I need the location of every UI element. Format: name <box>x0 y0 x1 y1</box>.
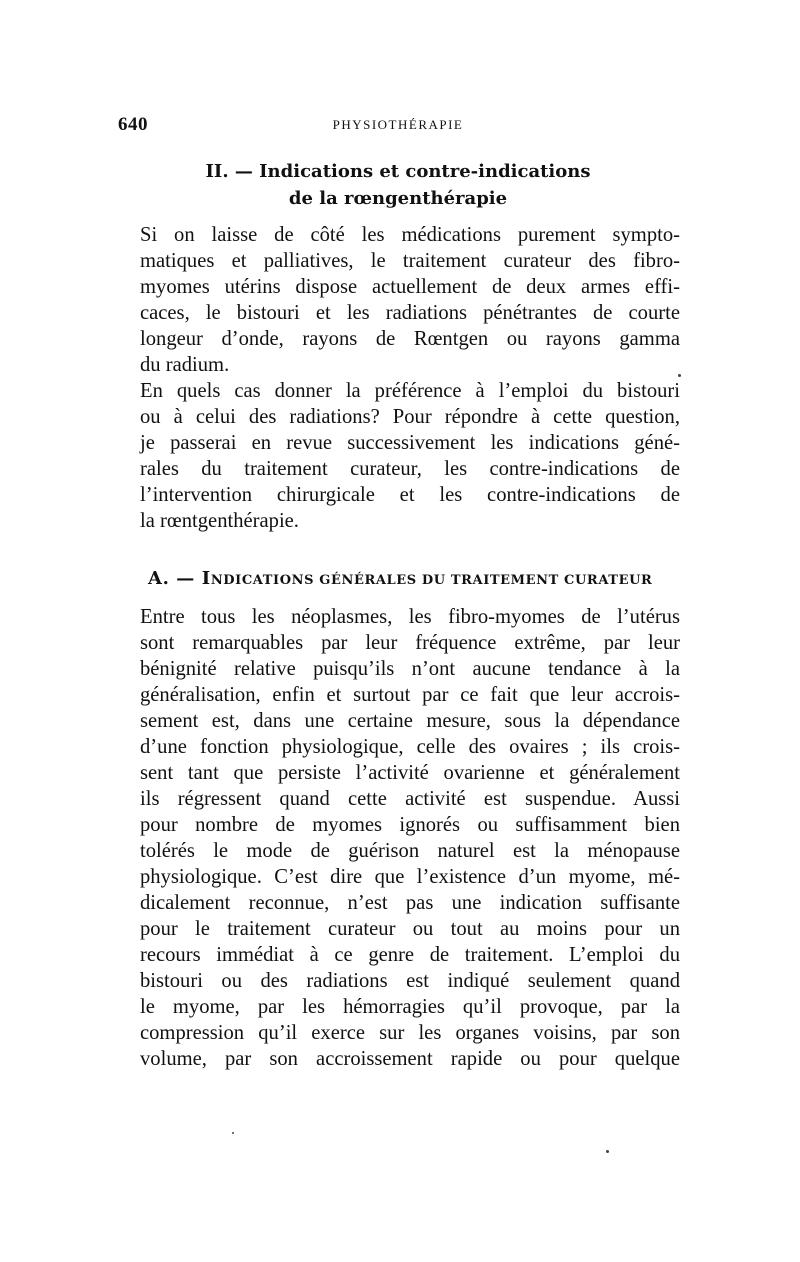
text-line: sont remarquables par leur fréquence extrême, par leur <box>140 632 680 654</box>
text-line: En quels cas donner la préférence à l’emploi du bistouri <box>140 380 680 402</box>
print-speck <box>678 374 681 377</box>
text-line: recours immédiat à ce genre de traitement. L’emploi du <box>140 944 680 966</box>
paragraph-2 <box>140 378 680 534</box>
text-line: sent tant que persiste l’activité ovarienne et généralement <box>140 762 680 784</box>
text-line: longeur d’onde, rayons de Rœntgen ou rayons gamma <box>140 328 680 350</box>
text-line: l’intervention chirurgicale et les contre-indications de <box>140 484 680 506</box>
section-heading <box>118 158 678 212</box>
text-line: caces, le bistouri et les radiations pénétrantes de courte <box>140 302 680 324</box>
text-line: Si on laisse de côté les médications purement sympto- <box>140 224 680 246</box>
subsection-heading <box>148 568 678 589</box>
text-line: bistouri ou des radiations est indiqué seulement quand <box>140 970 680 992</box>
running-title: PHYSIOTHÉRAPIE <box>332 117 464 132</box>
paragraph-1 <box>140 222 680 378</box>
print-speck <box>232 1132 234 1134</box>
text-line: la rœntgenthérapie. <box>140 510 299 532</box>
section-heading-line-2: de la rœngenthérapie <box>288 188 508 209</box>
text-line: bénignité relative puisqu’ils n’ont aucune tendance à la <box>140 658 680 680</box>
text-line: pour le traitement curateur ou tout au moins pour un <box>140 918 680 940</box>
section-heading-line-1: II. — Indications et contre-indications <box>205 161 591 182</box>
text-line: rales du traitement curateur, les contre-indications de <box>140 458 680 480</box>
text-line: tolérés le mode de guérison naturel est la ménopause <box>140 840 680 862</box>
text-line: pour nombre de myomes ignorés ou suffisamment bien <box>140 814 680 836</box>
subsection-letter: A. <box>148 568 170 589</box>
text-line: je passerai en revue successivement les indications géné- <box>140 432 680 454</box>
text-line: sement est, dans une certaine mesure, sous la dépendance <box>140 710 680 732</box>
print-speck <box>606 1150 609 1153</box>
subsection-initial: I <box>201 568 211 589</box>
subsection-dash: — <box>169 568 202 589</box>
text-line: physiologique. C’est dire que l’existence d’un myome, mé- <box>140 866 680 888</box>
text-line: le myome, par les hémorragies qu’il provoque, par la <box>140 996 680 1018</box>
text-line: matiques et palliatives, le traitement curateur des fibro- <box>140 250 680 272</box>
text-line: dicalement reconnue, n’est pas une indication suffisante <box>140 892 680 914</box>
text-line: Entre tous les néoplasmes, les fibro-myomes de l’utérus <box>140 606 680 628</box>
text-line: ils régressent quand cette activité est suspendue. Aussi <box>140 788 680 810</box>
text-line: ou à celui des radiations? Pour répondre à cette question, <box>140 406 680 428</box>
text-line: du radium. <box>140 354 230 376</box>
text-line: d’une fonction physiologique, celle des ovaires ; ils crois- <box>140 736 680 758</box>
text-line: compression qu’il exerce sur les organes voisins, par son <box>140 1022 680 1044</box>
subsection-title: NDICATIONS GÉNÉRALES DU TRAITEMENT CURATEUR <box>210 573 653 588</box>
text-line: volume, par son accroissement rapide ou pour quelque <box>140 1048 680 1070</box>
text-line: généralisation, enfin et surtout par ce fait que leur accrois- <box>140 684 680 706</box>
running-head <box>118 114 678 136</box>
paragraph-3 <box>140 604 680 1072</box>
text-line: myomes utérins dispose actuellement de deux armes effi- <box>140 276 680 298</box>
page-number: 640 <box>118 114 148 135</box>
